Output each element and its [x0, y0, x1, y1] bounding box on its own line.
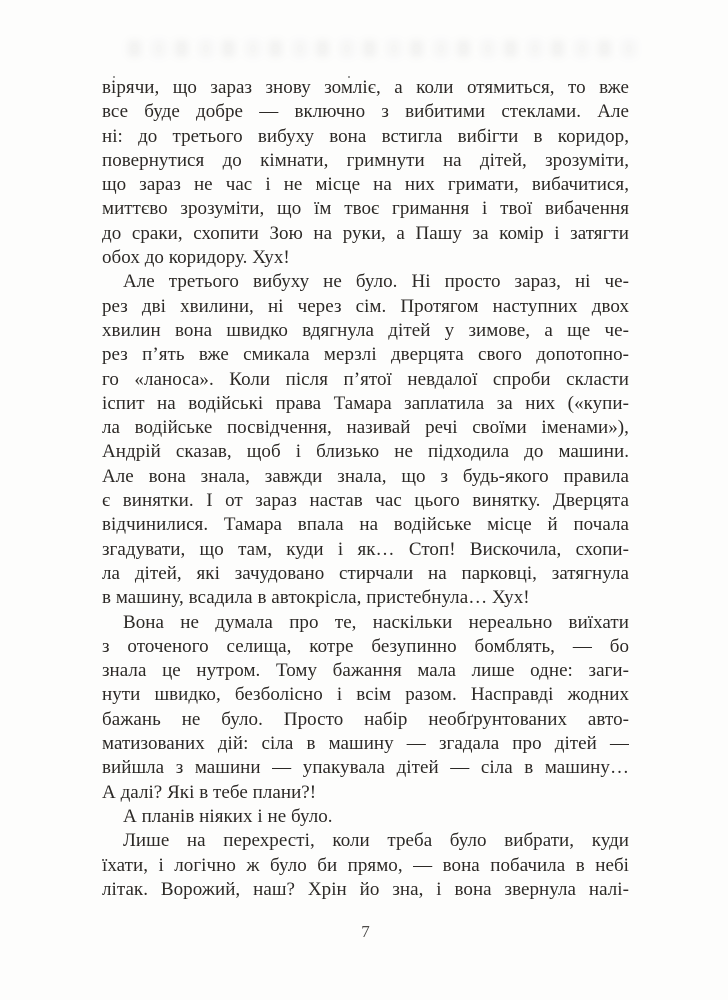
- text-line: хвилин вона швидко вдягнула дітей у зимове, а ще че-: [102, 319, 629, 341]
- text-line: Андрій сказав, щоб і близько не підходила до машини.: [102, 441, 629, 463]
- text-line: є винятки. І от зараз настав час цього винятку. Дверцята: [102, 490, 629, 512]
- text-line: бажань не було. Просто набір необґрунтованих авто-: [102, 708, 629, 730]
- page-number: 7: [361, 922, 370, 941]
- text-line: Але третього вибуху не було. Ні просто зараз, ні че-: [123, 271, 629, 293]
- text-line: згадувати, що там, куди і як… Стоп! Вискочила, схопи-: [102, 538, 629, 560]
- text-line: ні: до третього вибуху вона встигла вибігти в коридор,: [102, 125, 629, 147]
- text-line: їхати, і логічно ж було би прямо, — вона побачила в небі: [102, 854, 629, 876]
- text-line: відчинилися. Тамара впала на водійське місце й почала: [102, 514, 629, 536]
- text-line: що зараз не час і не місце на них гримати, вибачитися,: [102, 174, 629, 196]
- text-column: [102, 76, 629, 902]
- text-line: повернутися до кімнати, гримнути на дітей, зрозуміти,: [102, 149, 629, 171]
- text-line: вірячи, що зараз знову зомліє, а коли отямиться, то вже: [102, 77, 629, 98]
- text-line: іспит на водійські права Тамара заплатила за них («купи-: [102, 392, 629, 414]
- text-line: ла дітей, які зачудовано стирчали на парковці, затягнула: [102, 562, 629, 584]
- text-line: Але вона знала, завжди знала, що з будь-якого правила: [102, 465, 629, 487]
- text-line: А далі? Які в тебе плани?!: [102, 781, 317, 803]
- text-line: го «ланоса». Коли після п’ятої невдалої спроби скласти: [102, 368, 629, 390]
- text-line: до сраки, схопити Зою на руки, а Пашу за комір і затягти: [102, 222, 629, 244]
- page-bleed-artifact: [128, 40, 638, 57]
- text-line: ла водійське посвідчення, називай речі своїми іменами»),: [102, 417, 629, 439]
- text-line: з оточеного селища, котре безупинно бомблять, — бо: [102, 635, 629, 657]
- text-line: Вона не думала про те, наскільки нереально виїхати: [123, 611, 629, 633]
- text-line: обох до коридору. Хух!: [102, 247, 290, 269]
- paragraph: [102, 829, 629, 902]
- text-line: рез дві хвилини, ні через сім. Протягом наступних двох: [102, 295, 629, 317]
- text-line: А планів ніяких і не було.: [123, 805, 333, 827]
- paragraph: [102, 805, 629, 829]
- text-line: все буде добре — включно з вибитими стеклами. Але: [102, 101, 629, 123]
- paragraph: [102, 611, 629, 805]
- text-line: вийшла з машини — упакувала дітей — сіла в машину…: [102, 757, 629, 779]
- text-line: матизованих дій: сіла в машину — згадала про дітей —: [102, 733, 629, 755]
- text-line: в машину, всадила в автокрісла, пристебнула… Хух!: [102, 587, 530, 609]
- text-line: рез п’ять вже смикала мерзлі дверцята свого допотопно-: [102, 344, 629, 366]
- text-line: Лише на перехресті, коли треба було вибрати, куди: [123, 830, 629, 852]
- text-line: нути швидко, безболісно і всім разом. Насправді жодних: [102, 684, 629, 706]
- text-line: знала це нутром. Тому бажання мала лише одне: заги-: [102, 660, 629, 682]
- text-line: миттєво зрозуміти, що їм твоє гримання і твої вибачення: [102, 198, 629, 220]
- text-line: літак. Ворожий, наш? Хрін йо зна, і вона звернула налі-: [102, 878, 629, 900]
- paragraph: [102, 76, 629, 270]
- paragraph: [102, 270, 629, 610]
